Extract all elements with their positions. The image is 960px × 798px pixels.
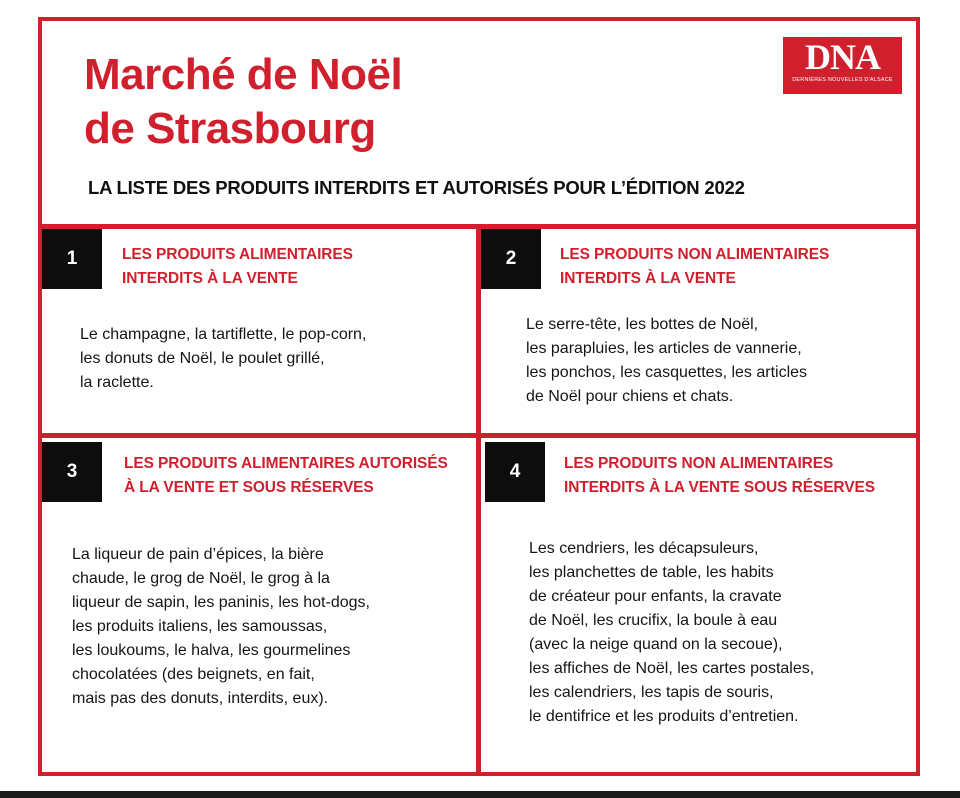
section-body-1: Le champagne, la tartiflette, le pop-corn, les donuts de Noël, le poulet grillé, la raclette. [80, 326, 367, 391]
bottom-rule [0, 791, 960, 798]
section-body-2: Le serre-tête, les bottes de Noël, les parapluies, les articles de vannerie, les ponchos, les casquettes, les articles de Noël pour chiens et chats. [526, 316, 808, 405]
section-number-2: 2 [481, 229, 541, 289]
section-number-1: 1 [42, 229, 102, 289]
page-title: Marché de Noël de Strasbourg [84, 50, 403, 153]
section-body-4: Les cendriers, les décapsuleurs, les planchettes de table, les habits de créateur pour enfants, la cravate de Noël, les crucifix, la boule à eau (avec la neige quand on la secoue), les affiches de Noël, les cartes postales, les calendriers, les tapis de souris, le dentifrice et les produits d’entretien. [529, 540, 815, 725]
section-heading-1: LES PRODUITS ALIMENTAIRES INTERDITS À LA VENTE [122, 246, 353, 287]
section-heading-2: LES PRODUITS NON ALIMENTAIRES INTERDITS À LA VENTE [560, 246, 830, 287]
section-number-3: 3 [42, 442, 102, 502]
section-body-3: La liqueur de pain d’épices, la bière chaude, le grog de Noël, le grog à la liqueur de sapin, les paninis, les hot-dogs, les produits italiens, les samoussas, les loukoums, le halva, les gourmelines chocolatées (des beignets, en fait, mais pas des donuts, interdits, eux). [72, 546, 370, 707]
logo-subtext: DERNIÈRES NOUVELLES D'ALSACE [792, 77, 893, 83]
logo-text: DNA [805, 37, 880, 77]
section-heading-3: LES PRODUITS ALIMENTAIRES AUTORISÉS À LA VENTE ET SOUS RÉSERVES [124, 455, 448, 496]
dna-logo [783, 37, 902, 94]
column-divider [476, 224, 481, 776]
section-heading-4: LES PRODUITS NON ALIMENTAIRES INTERDITS À LA VENTE SOUS RÉSERVES [564, 455, 875, 496]
page-subtitle: LA LISTE DES PRODUITS INTERDITS ET AUTORISÉS POUR L’ÉDITION 2022 [88, 177, 745, 198]
section-number-4: 4 [485, 442, 545, 502]
